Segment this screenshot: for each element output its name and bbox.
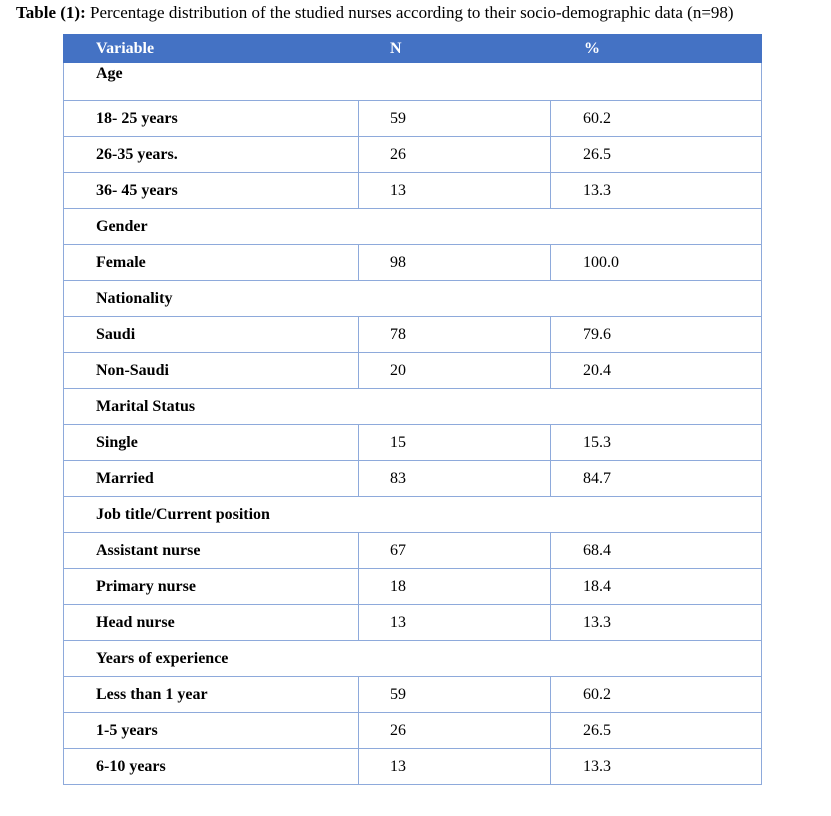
row-count: 13 — [359, 605, 551, 641]
row-percent: 60.2 — [551, 677, 762, 713]
row-percent: 84.7 — [551, 461, 762, 497]
section-header-row — [64, 63, 762, 101]
row-label: Primary nurse — [64, 569, 359, 605]
row-label: Assistant nurse — [64, 533, 359, 569]
section-title: Years of experience — [64, 641, 762, 677]
row-label: Married — [64, 461, 359, 497]
section-header-row — [64, 389, 762, 425]
row-percent: 26.5 — [551, 713, 762, 749]
row-count: 59 — [359, 677, 551, 713]
row-count: 18 — [359, 569, 551, 605]
row-label: 26-35 years. — [64, 137, 359, 173]
section-title: Age — [64, 63, 762, 101]
row-label: 1-5 years — [64, 713, 359, 749]
section-title: Job title/Current position — [64, 497, 762, 533]
table-caption — [16, 3, 734, 23]
table-row — [64, 173, 762, 209]
row-count: 78 — [359, 317, 551, 353]
table-body — [64, 63, 762, 785]
row-count: 15 — [359, 425, 551, 461]
sociodemographic-table — [63, 34, 762, 785]
row-percent: 26.5 — [551, 137, 762, 173]
row-label: 36- 45 years — [64, 173, 359, 209]
table-row — [64, 425, 762, 461]
row-percent: 13.3 — [551, 749, 762, 785]
row-label: 6-10 years — [64, 749, 359, 785]
table-row — [64, 713, 762, 749]
table-row — [64, 317, 762, 353]
row-percent: 60.2 — [551, 101, 762, 137]
row-label: 18- 25 years — [64, 101, 359, 137]
table-row — [64, 137, 762, 173]
row-label: Saudi — [64, 317, 359, 353]
row-percent: 15.3 — [551, 425, 762, 461]
section-header-row — [64, 281, 762, 317]
section-title: Nationality — [64, 281, 762, 317]
section-header-row — [64, 497, 762, 533]
table-row — [64, 749, 762, 785]
section-title: Marital Status — [64, 389, 762, 425]
row-label: Non-Saudi — [64, 353, 359, 389]
table-row — [64, 533, 762, 569]
row-percent: 20.4 — [551, 353, 762, 389]
row-count: 26 — [359, 137, 551, 173]
row-label: Female — [64, 245, 359, 281]
row-label: Single — [64, 425, 359, 461]
row-count: 13 — [359, 173, 551, 209]
row-count: 13 — [359, 749, 551, 785]
row-count: 26 — [359, 713, 551, 749]
table-row — [64, 101, 762, 137]
row-percent: 13.3 — [551, 605, 762, 641]
section-header-row — [64, 209, 762, 245]
section-header-row — [64, 641, 762, 677]
row-percent: 68.4 — [551, 533, 762, 569]
row-label: Less than 1 year — [64, 677, 359, 713]
table-caption-text: Percentage distribution of the studied nurses according to their socio-demographic data (n=98) — [85, 3, 734, 22]
row-count: 20 — [359, 353, 551, 389]
table-row — [64, 245, 762, 281]
table-row — [64, 605, 762, 641]
table-header-row — [64, 35, 762, 63]
table-row — [64, 353, 762, 389]
header-percent: % — [551, 35, 762, 63]
row-label: Head nurse — [64, 605, 359, 641]
row-count: 83 — [359, 461, 551, 497]
table-row — [64, 569, 762, 605]
row-count: 59 — [359, 101, 551, 137]
table-row — [64, 677, 762, 713]
section-title: Gender — [64, 209, 762, 245]
row-percent: 13.3 — [551, 173, 762, 209]
row-percent: 79.6 — [551, 317, 762, 353]
row-count: 98 — [359, 245, 551, 281]
header-variable: Variable — [64, 35, 359, 63]
row-percent: 100.0 — [551, 245, 762, 281]
row-percent: 18.4 — [551, 569, 762, 605]
header-n: N — [359, 35, 551, 63]
table-row — [64, 461, 762, 497]
table-caption-label: Table (1): — [16, 3, 86, 22]
row-count: 67 — [359, 533, 551, 569]
